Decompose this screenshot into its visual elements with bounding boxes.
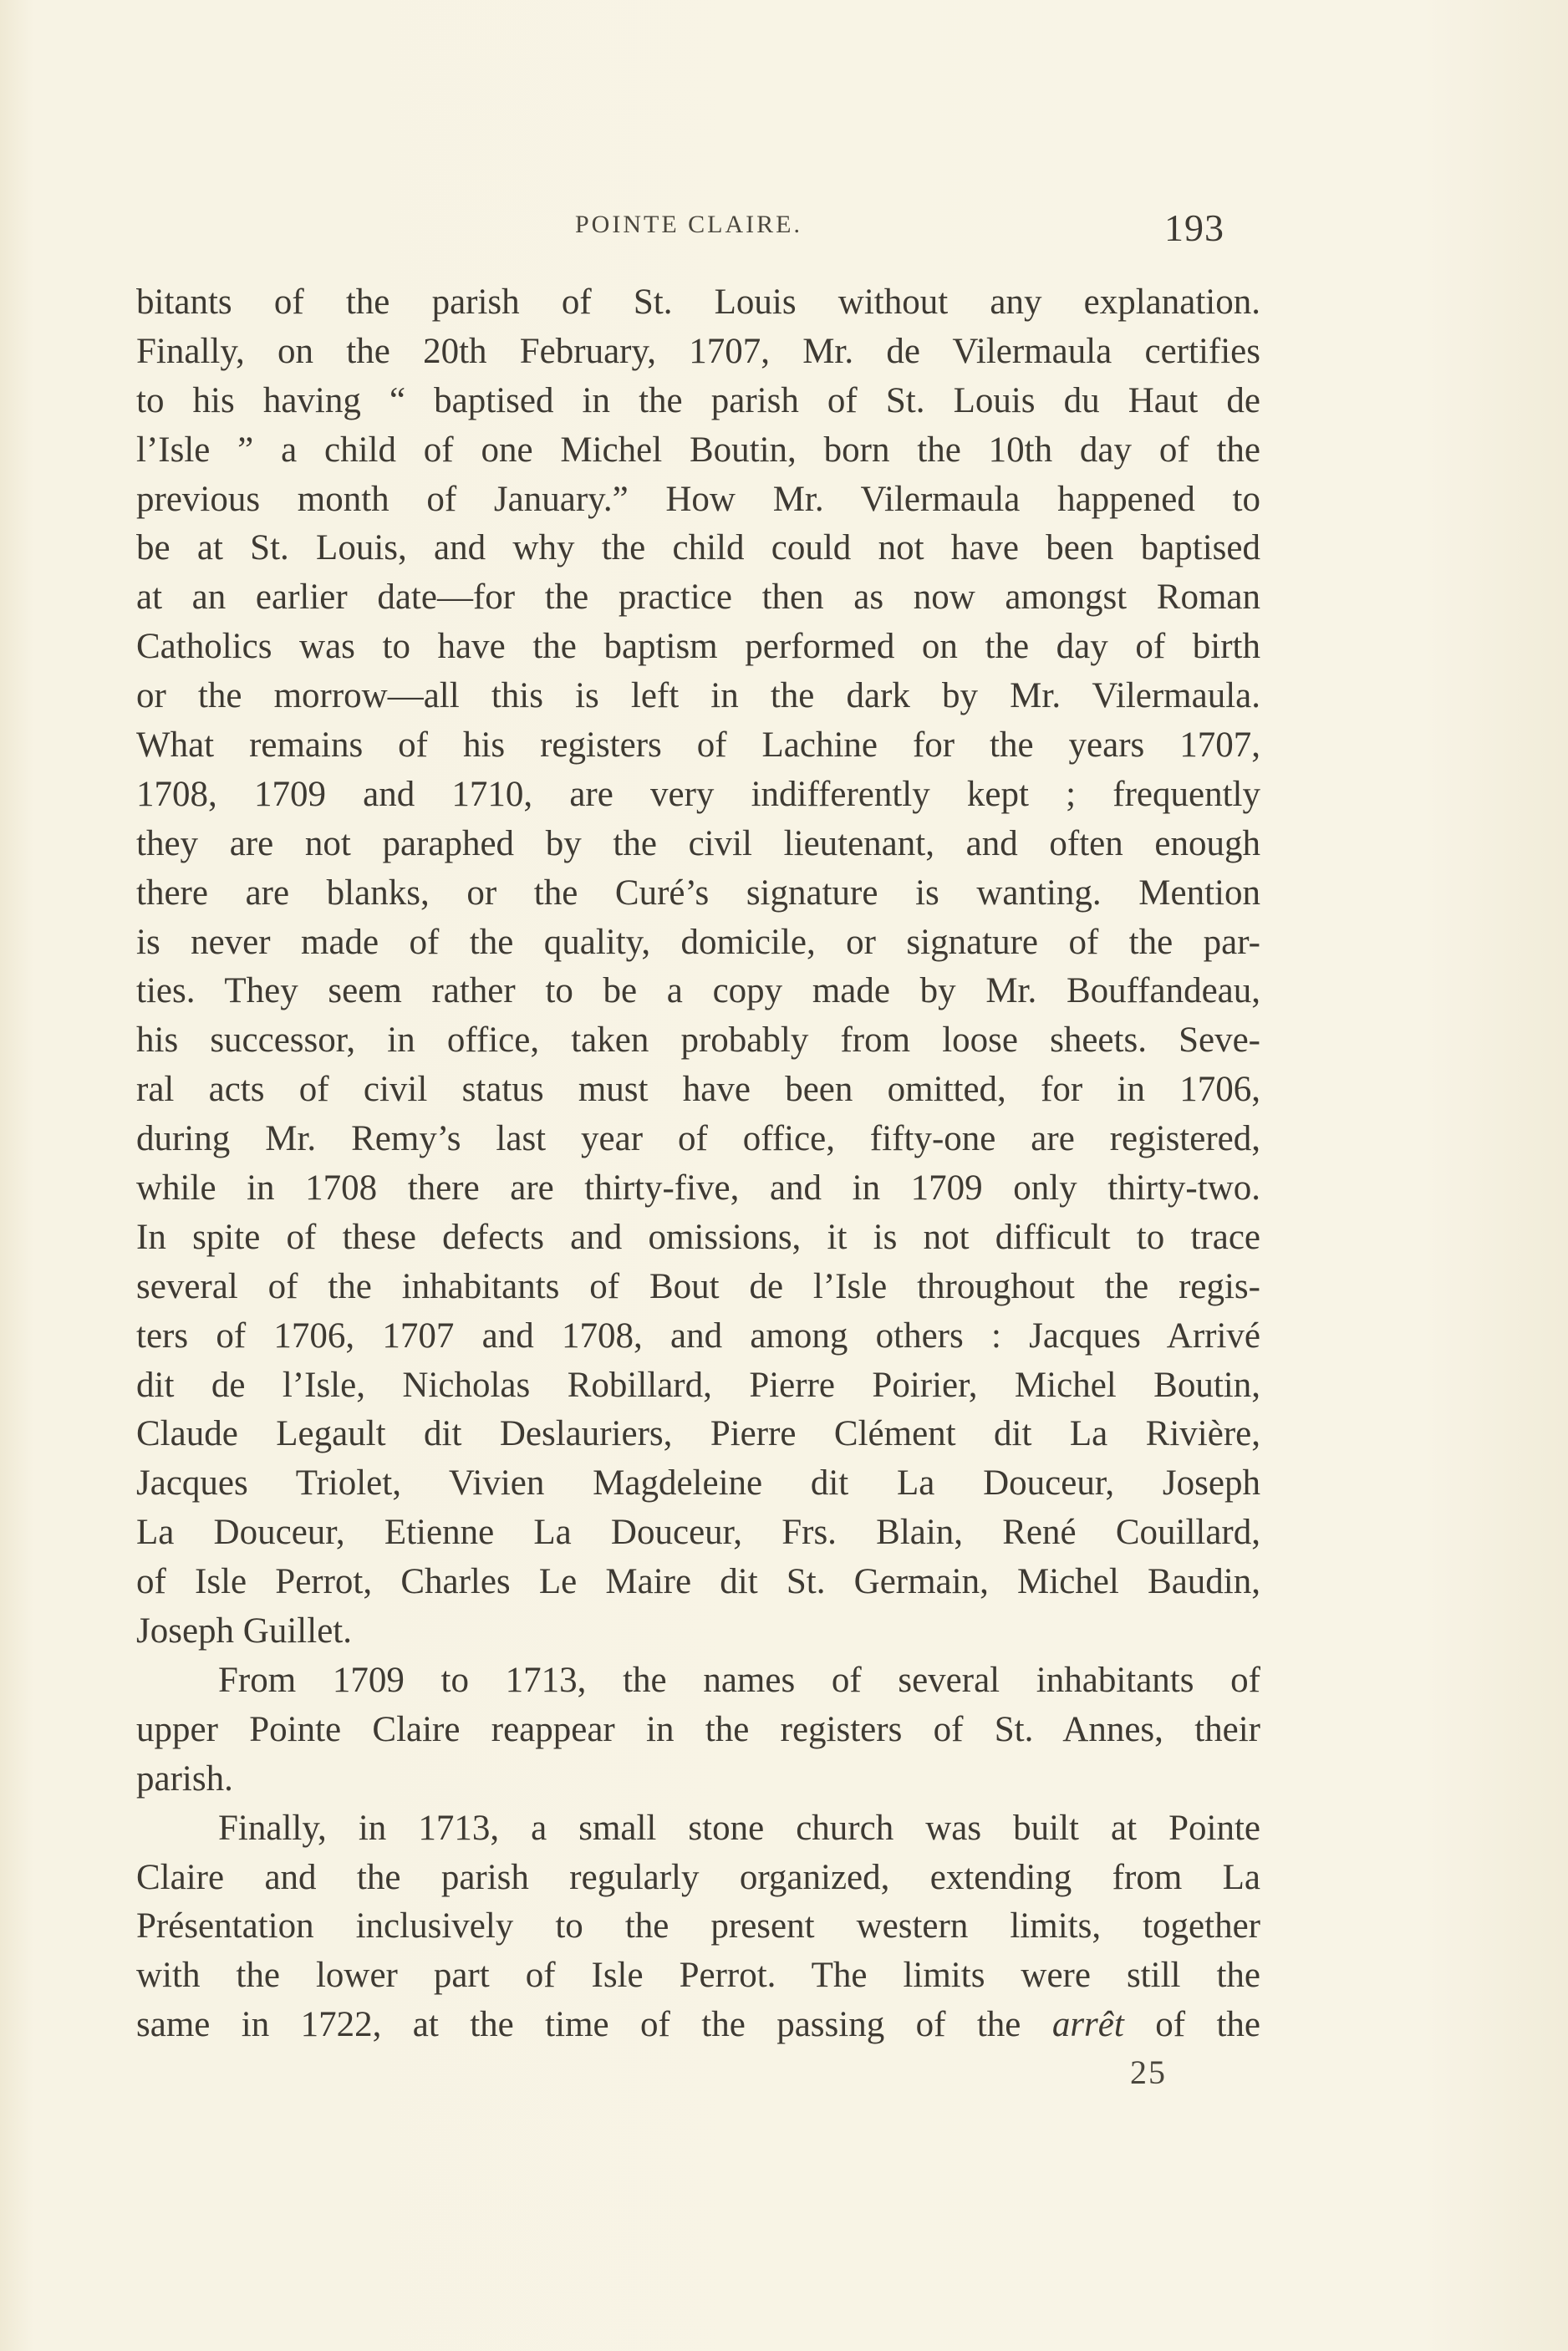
italic-word: arrêt — [1051, 2005, 1124, 2045]
text-line: with the lower part of Isle Perrot. The limits were still the — [136, 1956, 1260, 1996]
text-segment: same in 1722, at the time of the passing of the — [136, 2005, 1021, 2045]
text-line: or the morrow—all this is left in the dark by Mr. Vilermaula. — [136, 676, 1260, 716]
text-line: parish. — [136, 1758, 233, 1799]
text-line: Présentation inclusively to the present western limits, together — [136, 1906, 1260, 1946]
text-line: In spite of these defects and omissions, it is not difficult to trace — [136, 1217, 1260, 1257]
page-number: 193 — [1164, 206, 1224, 249]
text-line: his successor, in office, taken probably from loose sheets. Seve- — [136, 1020, 1260, 1061]
text-line: Claude Legault dit Deslauriers, Pierre Clément dit La Rivière, — [136, 1414, 1260, 1454]
text-line: Finally, on the 20th February, 1707, Mr. de Vilermaula certifies — [136, 331, 1260, 371]
text-line: at an earlier date—for the practice then as now amongst Roman — [136, 578, 1260, 618]
text-line: Catholics was to have the baptism performed on the day of birth — [136, 627, 1260, 667]
text-line: What remains of his registers of Lachine for the years 1707, — [136, 725, 1260, 766]
text-line: during Mr. Remy’s last year of office, fifty-one are registered, — [136, 1119, 1260, 1159]
text-line: they are not paraphed by the civil lieutenant, and often enough — [136, 823, 1260, 863]
text-line: upper Pointe Claire reappear in the registers of St. Annes, their — [136, 1709, 1260, 1749]
text-line: be at St. Louis, and why the child could not have been baptised — [136, 528, 1260, 568]
text-line: Finally, in 1713, a small stone church was built at Pointe — [218, 1808, 1260, 1848]
text-line: l’Isle ” a child of one Michel Boutin, born the 10th day of the — [136, 430, 1260, 470]
running-head — [0, 206, 1568, 249]
text-segment: of the — [1155, 2005, 1261, 2045]
running-title: POINTE CLAIRE. — [575, 211, 802, 238]
text-line: previous month of January.” How Mr. Vilermaula happened to — [136, 479, 1260, 519]
text-line: is never made of the quality, domicile, or signature of the par- — [136, 922, 1260, 962]
text-line: ters of 1706, 1707 and 1708, and among others : Jacques Arrivé — [136, 1315, 1260, 1356]
text-line: bitants of the parish of St. Louis without any explanation. — [136, 282, 1260, 322]
text-line-final — [136, 2001, 1260, 2050]
text-line: ties. They seem rather to be a copy made by Mr. Bouffandeau, — [136, 971, 1260, 1011]
text-line: 1708, 1709 and 1710, are very indifferently kept ; frequently — [136, 774, 1260, 814]
text-line: there are blanks, or the Curé’s signature is wanting. Mention — [136, 873, 1260, 913]
signature-mark: 25 — [1130, 2053, 1167, 2091]
text-line: ral acts of civil status must have been omitted, for in 1706, — [136, 1070, 1260, 1110]
text-line: while in 1708 there are thirty-five, and in 1709 only thirty-two. — [136, 1168, 1260, 1209]
text-line: La Douceur, Etienne La Douceur, Frs. Blain, René Couillard, — [136, 1513, 1260, 1553]
text-line: to his having “ baptised in the parish of St. Louis du Haut de — [136, 380, 1260, 420]
text-line: Jacques Triolet, Vivien Magdeleine dit La Douceur, Joseph — [136, 1463, 1260, 1504]
text-line: Joseph Guillet. — [136, 1611, 352, 1651]
body-text — [136, 278, 1260, 2050]
text-line: several of the inhabitants of Bout de l’Isle throughout the regis- — [136, 1266, 1260, 1306]
text-line: Claire and the parish regularly organized, extending from La — [136, 1857, 1260, 1897]
text-line: of Isle Perrot, Charles Le Maire dit St. Germain, Michel Baudin, — [136, 1562, 1260, 1602]
text-line: From 1709 to 1713, the names of several inhabitants of — [218, 1660, 1260, 1700]
text-line: dit de l’Isle, Nicholas Robillard, Pierre Poirier, Michel Boutin, — [136, 1365, 1260, 1405]
